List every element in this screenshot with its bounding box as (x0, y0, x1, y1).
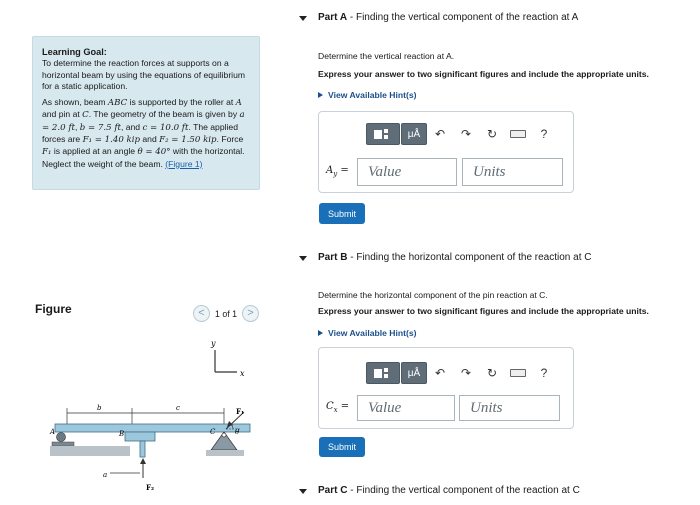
part-b-instruction: Express your answer to two significant figures and include the appropriate units. (318, 306, 649, 316)
bracket (125, 432, 155, 441)
learning-goal-text: To determine the reaction forces at supports on a horizontal beam by using the equations of equilibrium for a static application. (42, 58, 246, 92)
part-c-title[interactable]: Part C - Finding the vertical component of the reaction at C (318, 485, 580, 496)
dim-c-label: c (176, 404, 180, 412)
figure-label: Figure (35, 302, 72, 316)
prev-figure-button[interactable]: < (193, 305, 210, 322)
figure-link[interactable]: (Figure 1) (165, 158, 203, 169)
part-a-question: Determine the vertical reaction at A. (318, 51, 455, 61)
undo-icon[interactable]: ↶ (434, 366, 446, 380)
part-b-collapse-icon[interactable] (299, 256, 307, 261)
keyboard-icon[interactable] (505, 366, 531, 380)
part-c-collapse-icon[interactable] (299, 489, 307, 494)
problem-statement: As shown, beam ABC is supported by the roller at A and pin at C. The geometry of the beam is given by a = 2.0 ft, b = 7.5 ft, and c = 10.0 ft. The applied forces are F₁ = 1.40 kip and F₂ = 1.50 kip. Force F₁ is applied at an angle θ = 40° with the horizontal. Neglect the weight of the beam. (Figure 1) (42, 96, 245, 169)
force-f2-label: F₂ (146, 483, 155, 492)
part-a-units-input[interactable]: Units (462, 158, 563, 186)
redo-icon[interactable]: ↷ (460, 127, 472, 141)
units-button[interactable]: μÅ (401, 123, 427, 145)
part-a-variable-label: $A_y$ = (326, 165, 349, 178)
ground-right (206, 450, 244, 456)
point-c-label: C (210, 428, 216, 436)
expand-hint-icon (318, 92, 323, 98)
help-icon[interactable]: ? (540, 366, 548, 380)
beam (55, 424, 250, 432)
part-a-submit-button[interactable]: Submit (319, 203, 365, 224)
beam-figure (30, 330, 270, 505)
point-b-label: B (119, 430, 125, 438)
learning-goal-panel (32, 36, 260, 190)
next-figure-button[interactable]: > (242, 305, 259, 322)
undo-icon[interactable]: ↶ (434, 127, 446, 141)
part-b-question: Determine the horizontal component of the pin reaction at C. (318, 290, 548, 300)
axis-x-label: x (240, 369, 245, 378)
point-a-label: A (50, 428, 56, 436)
part-b-submit-button[interactable]: Submit (319, 437, 365, 457)
figure-page-count: 1 of 1 (215, 308, 238, 319)
part-b-value-input[interactable]: Value (357, 395, 455, 421)
ground-left (50, 446, 130, 456)
templates-button[interactable] (366, 362, 400, 384)
force-f1-label: F₁ (236, 407, 245, 416)
part-a-title[interactable]: Part A - Finding the vertical component of the reaction at A (318, 12, 579, 23)
part-b-variable-label: $C_x$ = (326, 401, 350, 414)
part-b-title[interactable]: Part B - Finding the horizontal component of the reaction at C (318, 252, 592, 263)
axis-y-label: y (211, 339, 216, 348)
redo-icon[interactable]: ↷ (460, 366, 472, 380)
dim-b-label: b (97, 404, 102, 412)
part-b-toolbar (366, 362, 557, 384)
part-b-units-input[interactable]: Units (459, 395, 560, 421)
templates-button[interactable] (366, 123, 400, 145)
part-a-hint-link[interactable]: View Available Hint(s) (318, 90, 417, 100)
expand-hint-icon (318, 330, 323, 336)
part-a-instruction: Express your answer to two significant figures and include the appropriate units. (318, 69, 649, 79)
part-a-collapse-icon[interactable] (299, 16, 307, 21)
angle-label: θ (235, 428, 240, 436)
reset-icon[interactable]: ↻ (486, 366, 498, 380)
learning-goal-title: Learning Goal: (42, 47, 107, 57)
dim-a-label: a (103, 471, 108, 479)
part-a-toolbar (366, 123, 557, 145)
units-button[interactable]: μÅ (401, 362, 427, 384)
part-b-hint-link[interactable]: View Available Hint(s) (318, 328, 417, 338)
figure-pager (193, 305, 259, 322)
help-icon[interactable]: ? (540, 127, 548, 141)
part-a-value-input[interactable]: Value (357, 158, 457, 186)
roller-support (57, 433, 66, 442)
reset-icon[interactable]: ↻ (486, 127, 498, 141)
keyboard-icon[interactable] (505, 127, 531, 141)
